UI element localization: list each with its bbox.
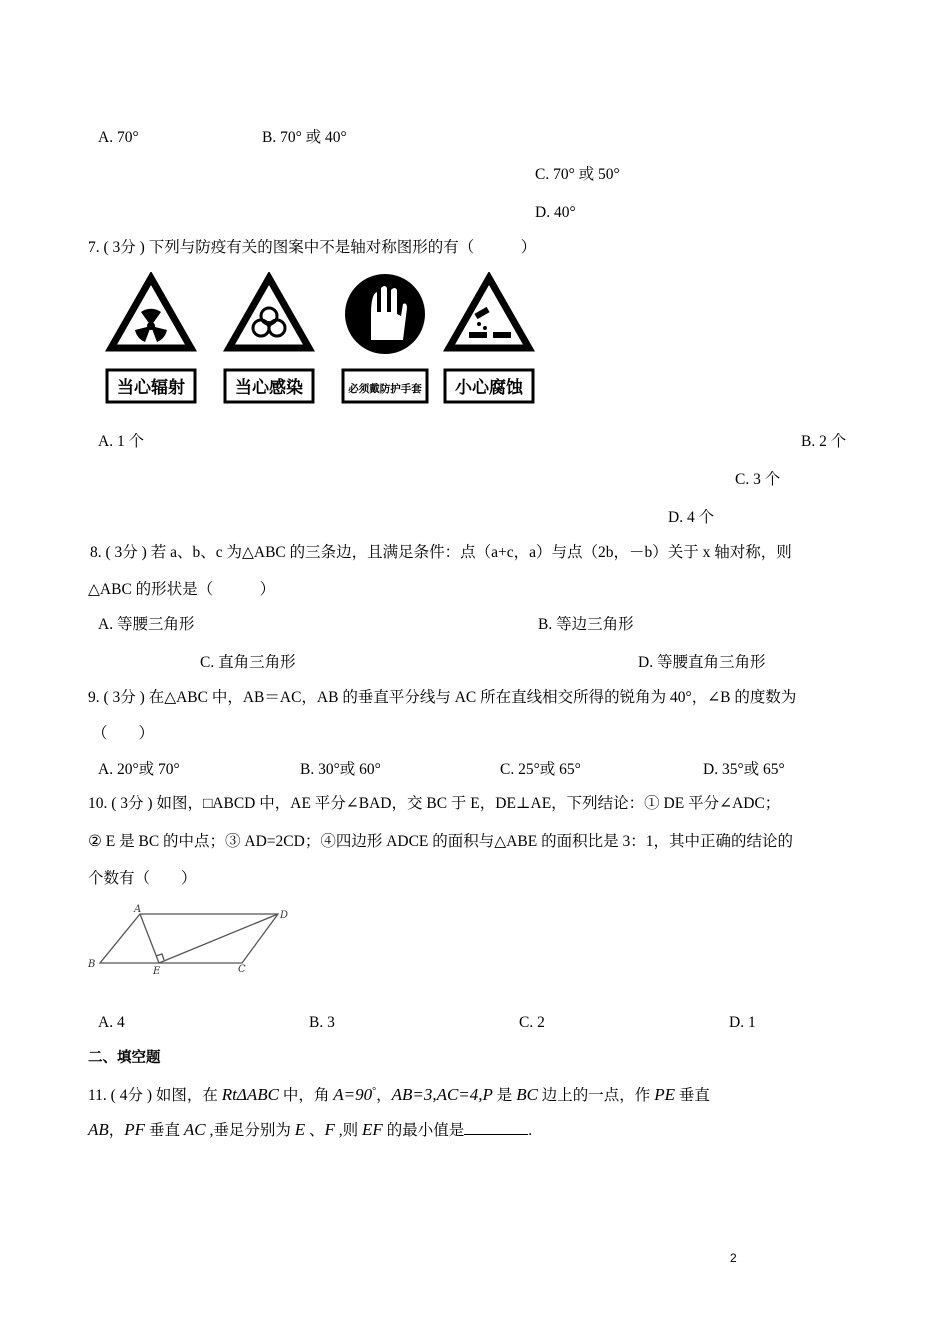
q11-pe: PE xyxy=(654,1085,675,1105)
q11-text-2: 中，角 xyxy=(278,1087,334,1105)
q7-option-d: D. 4 个 xyxy=(668,509,715,526)
q9-option-a: A. 20°或 70° xyxy=(98,761,180,778)
q8-option-c: C. 直角三角形 xyxy=(200,654,296,671)
sign-label-3: 必须戴防护手套 xyxy=(348,383,422,395)
q9-line-1: 9. ( 3分 ) 在△ABC 中，AB＝AC，AB 的垂直平分线与 AC 所在直线相交所得的锐角为 40°，∠B 的度数为 xyxy=(88,689,797,706)
q11-text-3: ， xyxy=(376,1087,392,1105)
q11-line-1 xyxy=(88,1082,710,1106)
q11-text-11: ,则 xyxy=(334,1122,363,1139)
q11-text-5: 边上的一点，作 xyxy=(537,1087,655,1105)
q9-option-d: D. 35°或 65° xyxy=(703,761,785,778)
parallelogram-figure xyxy=(86,902,296,978)
corrosion-sign-icon xyxy=(443,272,535,406)
q8-line-2: △ABC 的形状是（ ） xyxy=(88,581,276,598)
q11-angle: A=90 xyxy=(333,1085,373,1105)
sign-label-4: 小心腐蚀 xyxy=(455,378,523,398)
figure-label-c: C xyxy=(238,964,246,975)
figure-label-b: B xyxy=(88,959,96,970)
q8-option-a: A. 等腰三角形 xyxy=(98,616,195,633)
q11-ef: EF xyxy=(362,1120,383,1139)
q11-rt-triangle: RtΔABC xyxy=(221,1085,279,1105)
q10-option-a: A. 4 xyxy=(98,1014,125,1031)
q6-option-d: D. 40° xyxy=(535,204,576,221)
figure-label-e: E xyxy=(153,966,161,977)
biohazard-sign-icon xyxy=(223,272,315,406)
q11-pf: PF xyxy=(124,1120,146,1139)
q7-figure xyxy=(105,272,535,410)
q7-option-b: B. 2 个 xyxy=(801,433,847,450)
q6-option-a: A. 70° xyxy=(98,129,139,146)
gloves-sign-icon xyxy=(341,272,429,406)
q9-line-2: （ ） xyxy=(92,725,155,742)
q11-ac: AC xyxy=(183,1120,206,1139)
q8-option-d: D. 等腰直角三角形 xyxy=(638,654,766,671)
q6-option-b: B. 70° 或 40° xyxy=(262,129,347,146)
q10-line-1: 10. ( 3分 ) 如图，□ABCD 中，AE 平分∠BAD，交 BC 于 E，DE⊥AE，下列结论：① DE 平分∠ADC； xyxy=(88,795,781,812)
q10-option-b: B. 3 xyxy=(309,1014,335,1031)
q11-line-2 xyxy=(88,1120,532,1141)
q11-ab: AB xyxy=(88,1120,109,1139)
q11-text-13: . xyxy=(528,1122,533,1139)
figure-label-d: D xyxy=(280,910,289,921)
q11-text-12: 的最小值是 xyxy=(382,1122,465,1139)
radiation-sign-icon xyxy=(105,272,197,406)
section-heading: 二、填空题 xyxy=(88,1050,161,1066)
q11-text-9: ,垂足分别为 xyxy=(205,1122,295,1139)
q6-option-c: C. 70° 或 50° xyxy=(535,166,620,183)
q10-line-2: ② E 是 BC 的中点；③ AD=2CD；④四边形 ADCE 的面积与△ABE 的面积比是 3：1，其中正确的结论的 xyxy=(88,833,793,850)
q9-option-c: C. 25°或 65° xyxy=(500,761,581,778)
q10-option-c: C. 2 xyxy=(519,1014,545,1031)
q11-answer-blank[interactable] xyxy=(464,1120,528,1135)
q11-text-6: 垂直 xyxy=(674,1087,710,1105)
q7-stem: 7. ( 3分 ) 下列与防疫有关的图案中不是轴对称图形的有（ ） xyxy=(88,239,537,256)
sign-label-2: 当心感染 xyxy=(235,378,303,398)
q8-option-b: B. 等边三角形 xyxy=(538,616,634,633)
q11-text-7: ， xyxy=(108,1122,125,1139)
figure-label-a: A xyxy=(134,904,142,915)
q11-bc: BC xyxy=(516,1085,538,1105)
q10-option-d: D. 1 xyxy=(729,1014,756,1031)
page-number: 2 xyxy=(730,1251,737,1265)
q11-f: F xyxy=(324,1120,335,1139)
sign-label-1: 当心辐射 xyxy=(117,378,185,398)
q7-option-a: A. 1 个 xyxy=(98,433,145,450)
q11-text-1: 11. ( 4分 ) 如图，在 xyxy=(88,1087,222,1105)
q9-option-b: B. 30°或 60° xyxy=(300,761,381,778)
q11-text-10: 、 xyxy=(305,1122,325,1139)
q11-text-4: 是 xyxy=(492,1087,517,1105)
q11-degree: ° xyxy=(372,1086,377,1097)
q11-sides: AB=3,AC=4,P xyxy=(391,1085,493,1105)
q11-text-8: 垂直 xyxy=(145,1122,184,1139)
q10-line-3: 个数有（ ） xyxy=(88,870,197,887)
q7-option-c: C. 3 个 xyxy=(735,471,781,488)
q11-e: E xyxy=(294,1120,306,1139)
q8-line-1: 8. ( 3分 ) 若 a、b、c 为△ABC 的三条边，且满足条件：点（a+c，a）与点（2b，－b）关于 x 轴对称，则 xyxy=(90,544,792,561)
